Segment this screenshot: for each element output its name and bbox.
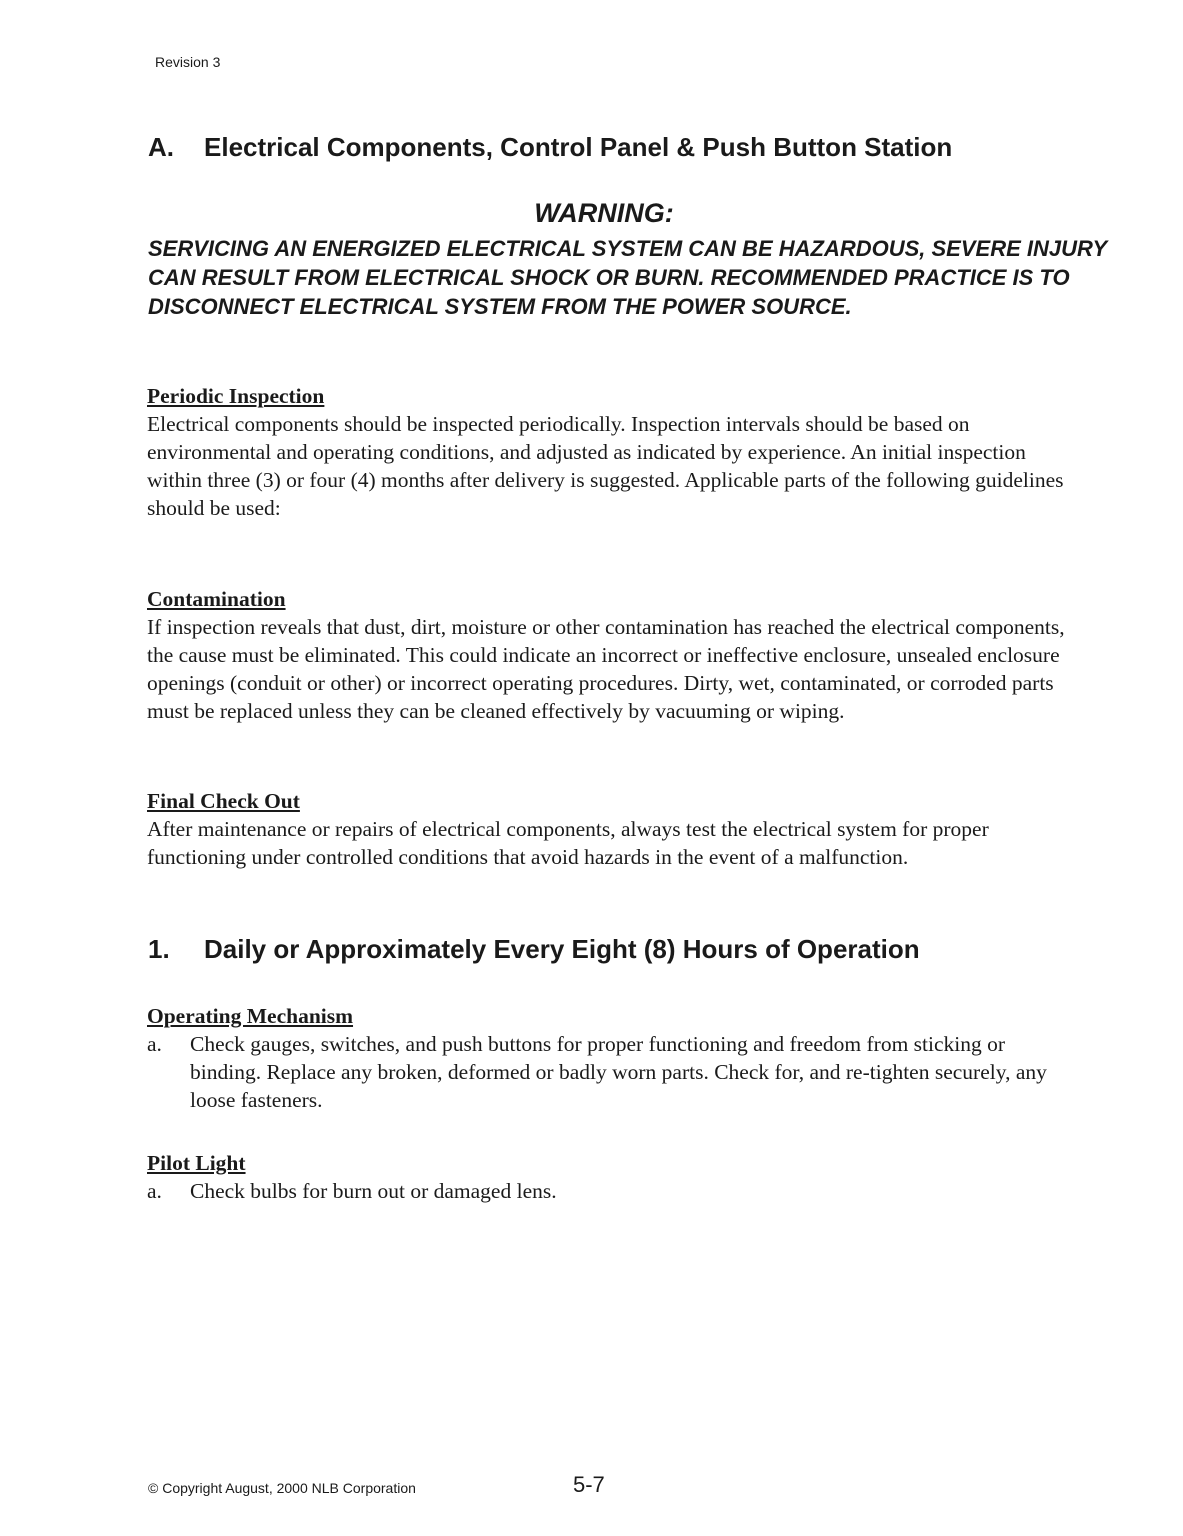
operating-mechanism-heading: Operating Mechanism [147, 1004, 354, 1028]
final-check-out-text: After maintenance or repairs of electrical components, always test the electrical system for proper functioning under controlled conditions that avoid hazards in the event of a malfunction. [147, 817, 989, 869]
list-item-text: Check gauges, switches, and push buttons for proper functioning and freedom from sticking or binding. Replace any broken, deformed or badly worn parts. Check for, and re-tighten securely, any loose fasteners. [190, 1032, 1047, 1112]
final-check-out-heading: Final Check Out [147, 789, 300, 813]
section-a-number: A. [148, 132, 174, 162]
contamination-heading: Contamination [147, 587, 286, 611]
section-1-title: Daily or Approximately Every Eight (8) Hours of Operation [204, 934, 920, 964]
page-number: 5-7 [573, 1472, 605, 1497]
copyright-notice: © Copyright August, 2000 NLB Corporation [148, 1480, 416, 1496]
list-item-label: a. [147, 1179, 162, 1203]
list-item-label: a. [147, 1032, 162, 1056]
warning-title: WARNING: [534, 198, 674, 228]
section-a-heading [148, 132, 952, 163]
section-a-title: Electrical Components, Control Panel & Push Button Station [204, 132, 953, 162]
list-item [147, 1030, 1067, 1114]
pilot-light-heading: Pilot Light [147, 1151, 246, 1175]
pilot-light-section [147, 1149, 1067, 1205]
list-item-text: Check bulbs for burn out or damaged lens. [190, 1179, 557, 1203]
periodic-inspection-heading: Periodic Inspection [147, 384, 325, 408]
operating-mechanism-section [147, 1002, 1067, 1114]
final-check-out-section [147, 787, 1067, 871]
revision-label: Revision 3 [155, 54, 221, 70]
section-1-heading [148, 934, 920, 965]
list-item [147, 1177, 1067, 1205]
contamination-section [147, 585, 1067, 725]
section-1-number: 1. [148, 934, 170, 964]
contamination-text: If inspection reveals that dust, dirt, moisture or other contamination has reached the electrical components, the cause must be eliminated. This could indicate an incorrect or ineffective enclosure, unsealed enclosure openings (conduit or other) or incorrect operating procedures. Dirty, wet, contaminated, or corroded parts must be replaced unless they can be cleaned effectively by vacuuming or wiping. [147, 615, 1065, 723]
periodic-inspection-section [147, 382, 1067, 522]
warning-body: SERVICING AN ENERGIZED ELECTRICAL SYSTEM CAN BE HAZARDOUS, SEVERE INJURY CAN RESULT FROM ELECTRICAL SHOCK OR BURN. RECOMMENDED PRACTICE IS TO DISCONNECT ELECTRICAL SYSTEM FROM THE POWER SOURCE. [148, 236, 1107, 319]
periodic-inspection-text: Electrical components should be inspected periodically. Inspection intervals should be based on environmental and operating conditions, and adjusted as indicated by experience. An initial inspection within three (3) or four (4) months after delivery is suggested. Applicable parts of the following guidelines should be used: [147, 412, 1064, 520]
